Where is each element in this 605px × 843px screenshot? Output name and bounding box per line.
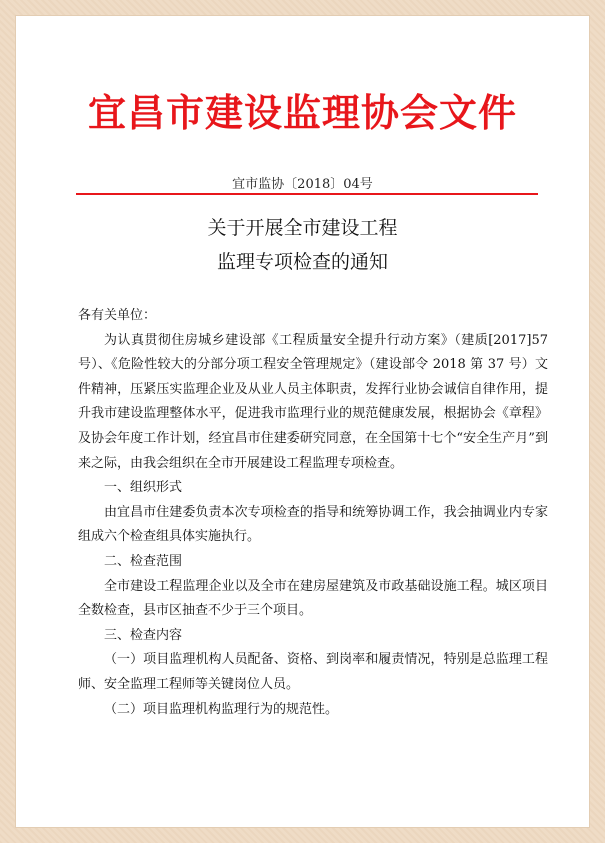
notice-body: [78, 304, 548, 722]
section-3-item-2: （二）项目监理机构监理行为的规范性。: [104, 701, 339, 717]
notice-title-line-1: 关于开展全市建设工程: [207, 217, 398, 239]
section-2-text: 全市建设工程监理企业以及全市在建房屋建筑及市政基础设施工程。城区项目全数检查，县市区抽查不少于三个项目。: [78, 578, 548, 619]
section-1-text: 由宜昌市住建委负责本次专项检查的指导和统筹协调工作，我会抽调业内专家组成六个检查组具体实施执行。: [78, 504, 548, 545]
notice-title: [16, 211, 589, 279]
section-1-heading: 一、组织形式: [104, 480, 183, 496]
intro-paragraph: 为认真贯彻住房城乡建设部《工程质量安全提升行动方案》（建质[2017]57号）、《危险性较大的分部分项工程安全管理规定》（建设部令 2018 第 37 号）文件精神，压紧压实监理企业及从业人员主体职责，发挥行业协会诚信自律作用，提升我市建设监理整体水平，促进我市监理行业的规范健康发展，根据协会《章程》及协会年度工作计划，经宜昌市住建委研究同意，在全国第十七个“安全生产月”到来之际，由我会组织在全市开展建设工程监理专项检查。: [78, 332, 548, 471]
section-3-item-1: （一）项目监理机构人员配备、资格、到岗率和履责情况，特别是总监理工程师、安全监理工程师等关键岗位人员。: [78, 652, 548, 692]
section-2-heading: 二、检查范围: [104, 553, 183, 569]
notice-title-line-2: 监理专项检查的通知: [216, 251, 388, 273]
header-red-rule: [76, 193, 538, 195]
section-3-heading: 三、检查内容: [104, 627, 183, 643]
document-header-title: 宜昌市建设监理协会文件: [87, 91, 517, 135]
document-number: 宜市监协〔2018〕04号: [232, 177, 373, 192]
salutation: 各有关单位：: [78, 308, 157, 323]
document-page: [16, 16, 589, 827]
